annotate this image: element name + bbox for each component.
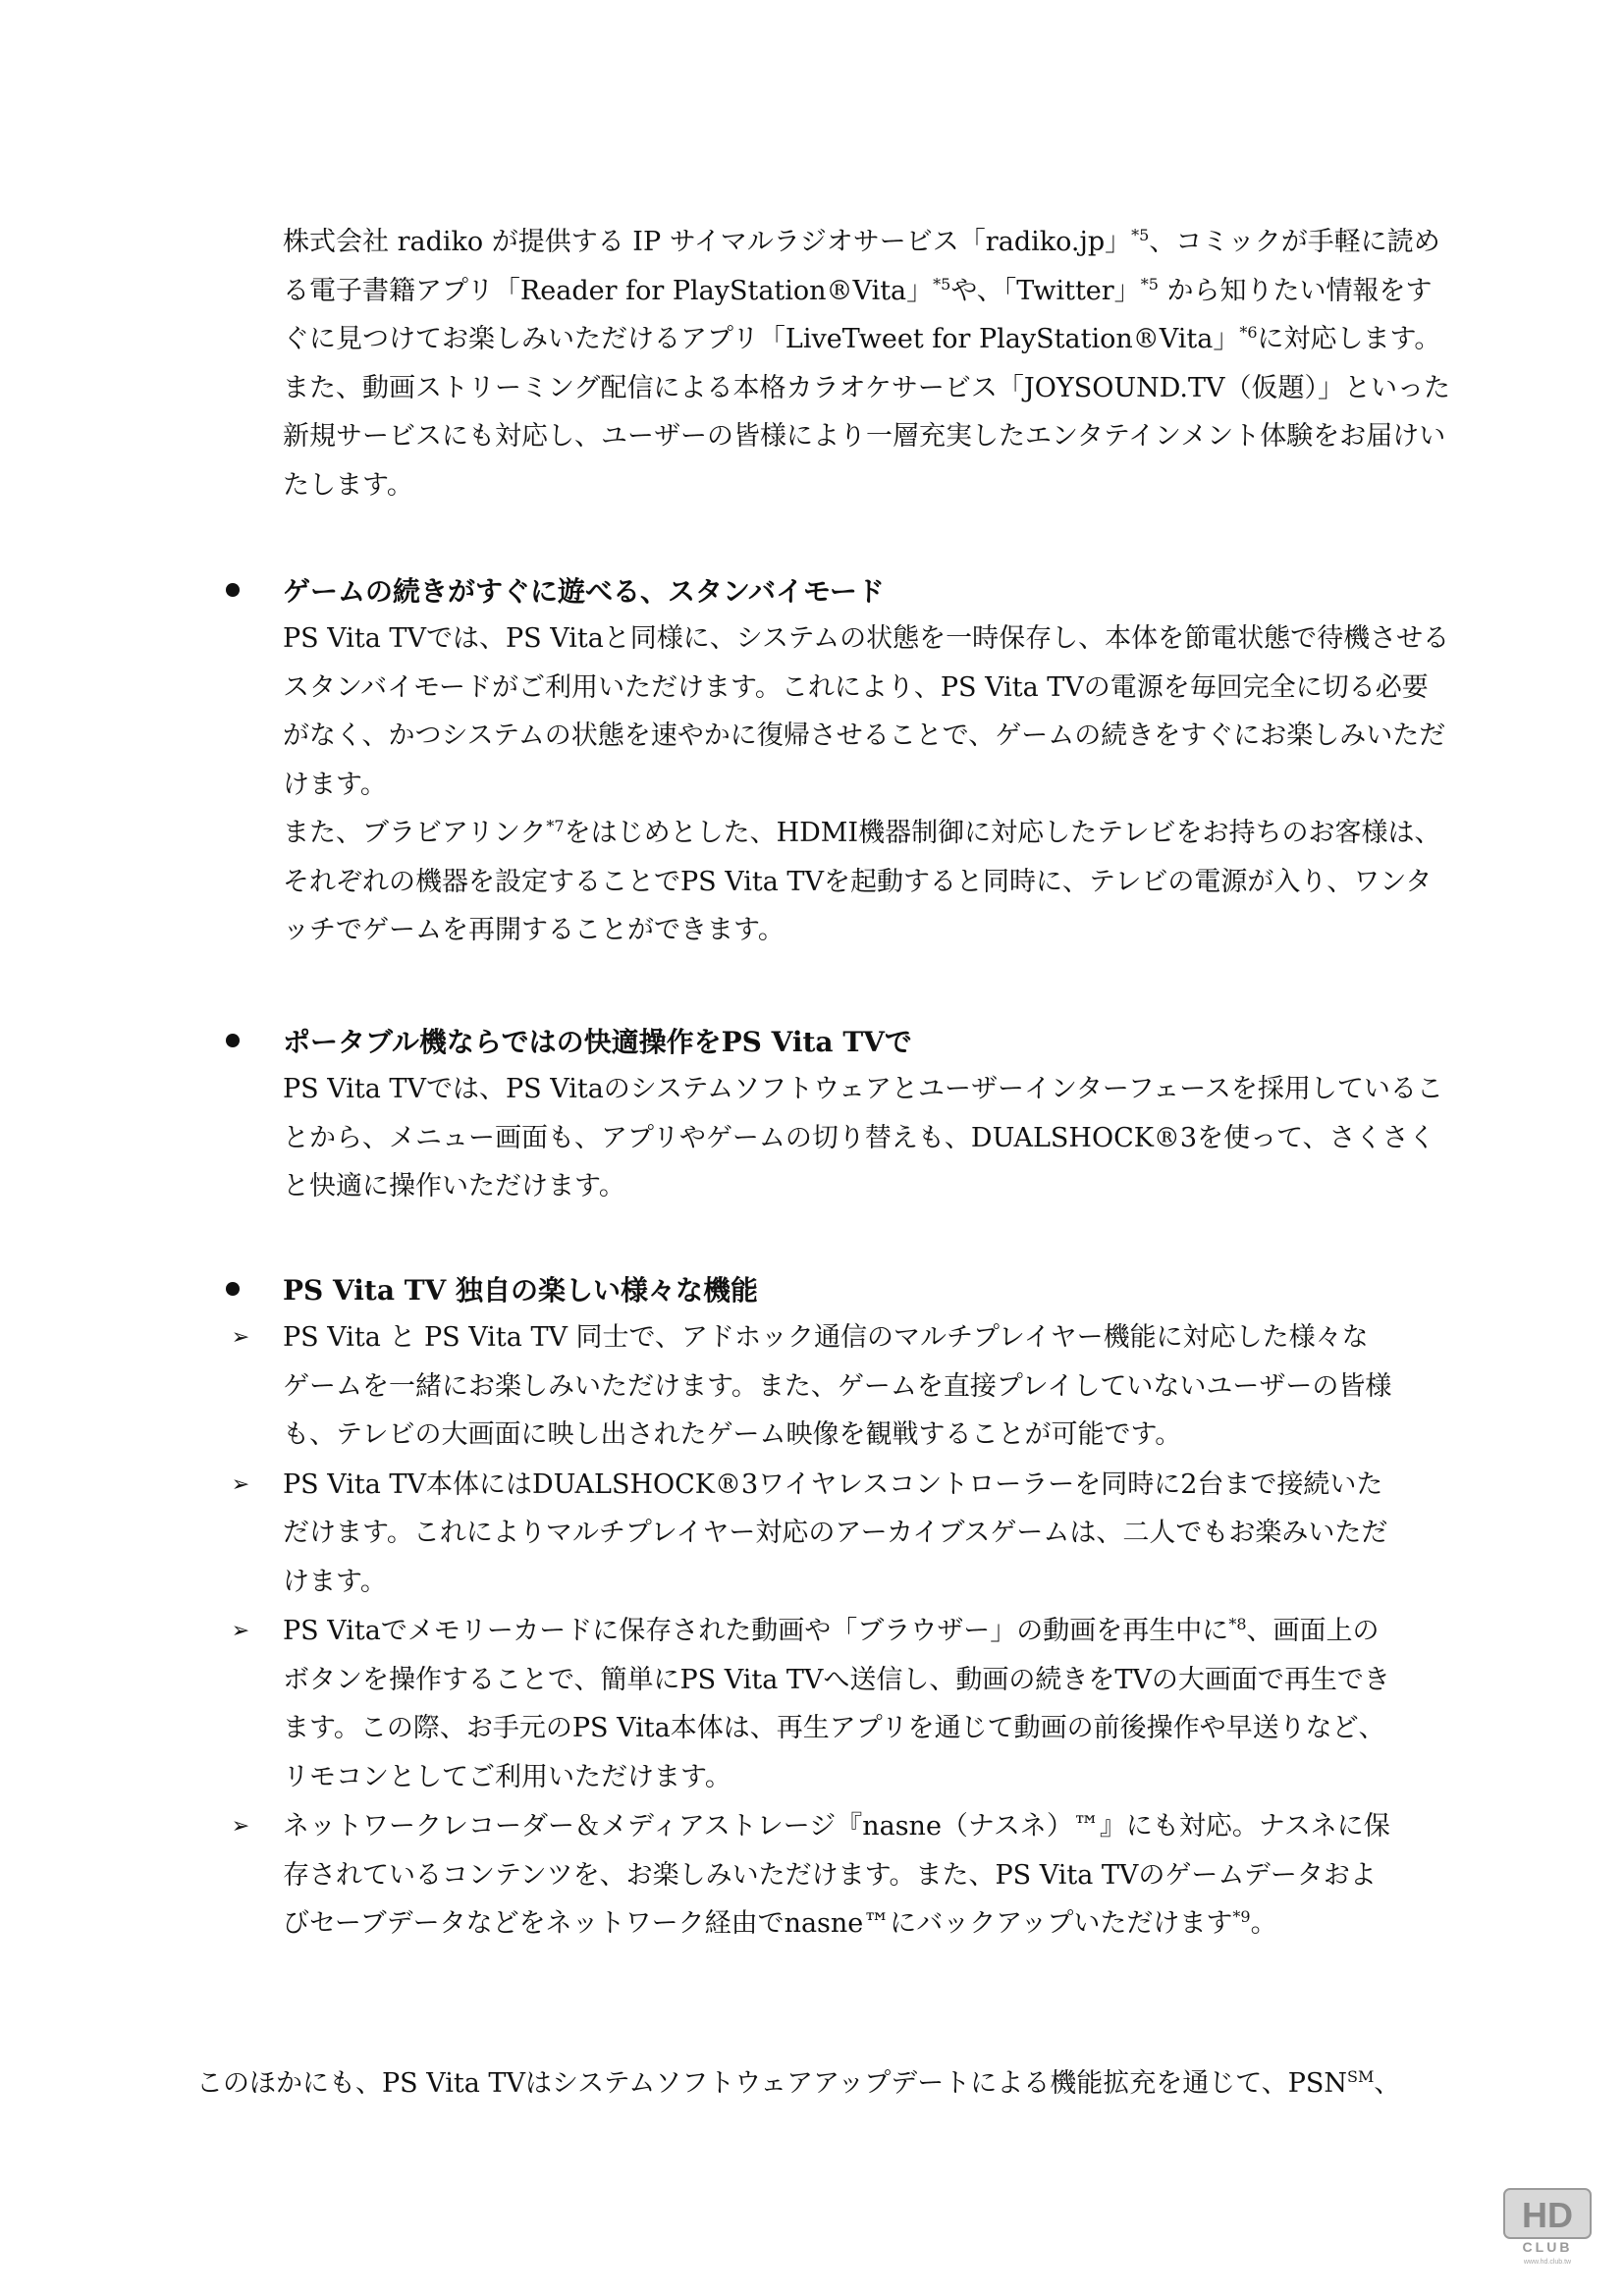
section-portable-operation [226, 1016, 1453, 1211]
section-heading [226, 565, 1453, 614]
intro-paragraph [283, 218, 1451, 509]
footnote-ref: *7 [546, 817, 565, 835]
closing-paragraph [196, 2059, 1453, 2109]
list-item-text: 。 [1250, 1908, 1277, 1939]
feature-list [226, 1313, 1453, 1949]
list-item-text: PS Vita と PS Vita TV 同士で、アドホック通信のマルチプレイヤー機能に対応した様々なゲームを一緒にお楽しみいただけます。また、ゲームを直接プレイしていないユーザーの皆様も、テレビの大画面に映し出されたゲーム映像を観戦することが可能です。 [283, 1322, 1392, 1450]
section-text: また、ブラビアリンク [283, 818, 547, 848]
bullet-icon [226, 1034, 240, 1047]
intro-text-3: や、「Twitter」 [950, 275, 1141, 306]
service-mark: SM [1347, 2067, 1375, 2086]
section-paragraph [283, 809, 1451, 955]
footnote-ref: *8 [1228, 1615, 1247, 1633]
list-item [226, 1802, 1394, 1949]
footnote-ref: *5 [1131, 226, 1150, 244]
intro-text-2: 、コミックが手軽に読める電子書籍アプリ「Reader for PlayStation®Vita」 [283, 227, 1440, 306]
footnote-ref: *5 [933, 274, 951, 294]
bullet-icon [226, 1282, 240, 1296]
list-item-text: PS Vita TV本体にはDUALSHOCK®3ワイヤレスコントローラーを同時に2台まで接続いただけます。これによりマルチプレイヤー対応のアーカイブスゲームは、二人でもお楽みいただけます。 [283, 1468, 1388, 1597]
logo-url-text: www.hd.club.tw [1523, 2259, 1572, 2266]
section-unique-features [226, 1264, 1453, 1949]
section-heading-text: ポータブル機ならではの快適操作をPS Vita TVで [283, 1026, 912, 1058]
section-heading [226, 1264, 1453, 1313]
arrow-bullet-icon: ➢ [231, 1619, 250, 1643]
section-standby-mode [226, 565, 1453, 955]
arrow-bullet-icon: ➢ [231, 1471, 250, 1497]
list-item-text: 、画面上のボタンを操作することで、簡単にPS Vita TVへ送信し、動画の続きをTVの大画面で再生できます。この際、お手元のPS Vita本体は、再生アプリを通じて動画の前後操作や早送りなど、リモコンとしてご利用いただけます。 [283, 1616, 1390, 1792]
footnote-ref: *6 [1239, 323, 1258, 342]
hd-club-logo-icon [1502, 2187, 1593, 2266]
arrow-bullet-icon: ➢ [231, 1325, 250, 1350]
intro-text-5: に対応します。また、動画ストリーミング配信による本格カラオケサービス「JOYSOUND.TV（仮題）」といった新規サービスにも対応し、ユーザーの皆様により一層充実したエンタテインメント体験をお届けいたします。 [283, 324, 1450, 501]
list-item-text: PS Vitaでメモリーカードに保存された動画や「ブラウザー」の動画を再生中に [283, 1616, 1229, 1646]
footnote-ref: *9 [1232, 1907, 1251, 1926]
section-body [283, 614, 1451, 955]
list-item [226, 1461, 1394, 1607]
section-text: をはじめとした、HDMI機器制御に対応したテレビをお持ちのお客様は、それぞれの機器を設定することでPS Vita TVを起動すると同時に、テレビの電源が入り、ワンタッチでゲームを再開することができます。 [283, 818, 1441, 945]
bullet-icon [226, 583, 240, 597]
section-heading-text: ゲームの続きがすぐに遊べる、スタンバイモード [283, 575, 885, 608]
list-item-text: ネットワークレコーダー＆メディアストレージ『nasne（ナスネ）™』にも対応。ナスネに保存されているコンテンツを、お楽しみいただけます。また、PS Vita TVのゲームデータおよびセーブデータなどをネットワーク経由でnasne™にバックアップいただけます [283, 1811, 1390, 1939]
closing-text-end: 、 [1374, 2068, 1401, 2099]
intro-text-4: から知りたい情報をすぐに見つけてお楽しみいただけるアプリ「LiveTweet for PlayStation®Vita」 [283, 275, 1433, 354]
section-heading-text: PS Vita TV 独自の楽しい様々な機能 [283, 1274, 759, 1307]
logo-sub-text: CLUB [1522, 2239, 1573, 2255]
section-paragraph: PS Vita TVでは、PS Vitaのシステムソフトウェアとユーザーインターフェースを採用していることから、メニュー画面も、アプリやゲームの切り替えも、DUALSHOCK®3を使って、さくさくと快適に操作いただけます。 [283, 1074, 1443, 1201]
closing-text: このほかにも、PS Vita TVはシステムソフトウェアアップデートによる機能拡充を通じて、PSN [196, 2068, 1348, 2099]
logo-main-text: HD [1522, 2195, 1573, 2235]
footnote-ref: *5 [1140, 274, 1159, 294]
section-heading [226, 1016, 1453, 1065]
list-item [226, 1607, 1394, 1801]
intro-text-1: 株式会社 radiko が提供する IP サイマルラジオサービス「radiko.jp」 [283, 227, 1132, 257]
arrow-bullet-icon: ➢ [231, 1814, 250, 1839]
section-body [283, 1065, 1451, 1211]
list-item [226, 1313, 1394, 1460]
section-paragraph: PS Vita TVでは、PS Vitaと同様に、システムの状態を一時保存し、本体を節電状態で待機させるスタンバイモードがご利用いただけます。これにより、PS Vita TVの電源を毎回完全に切る必要がなく、かつシステムの状態を速やかに復帰させることで、ゲームの続きをすぐにお楽しみいただけます。 [283, 623, 1450, 800]
